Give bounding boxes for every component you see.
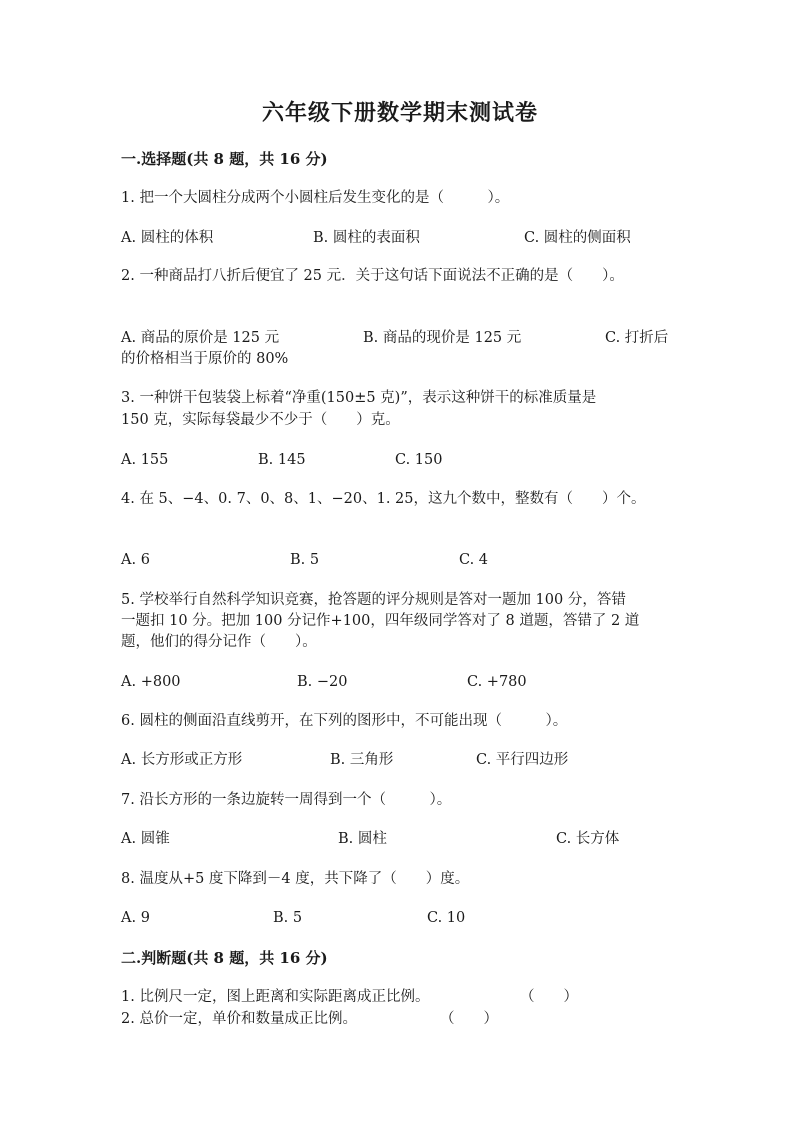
- q8-option-b: B. 5: [273, 910, 303, 926]
- q7-option-a: A. 圆锥: [121, 831, 170, 847]
- question-5-line-3: 题，他们的得分记作（ ）。: [121, 634, 317, 650]
- judgment-item-1-blank: （ ）: [520, 989, 578, 1005]
- judgment-item-1: 1. 比例尺一定，图上距离和实际距离成正比例。: [121, 989, 430, 1005]
- q1-option-b: B. 圆柱的表面积: [313, 230, 420, 246]
- q4-option-b: B. 5: [290, 552, 320, 568]
- q3-option-b: B. 145: [258, 452, 306, 468]
- section-header-judgment: 二.判断题(共 8 题，共 16 分): [121, 949, 328, 967]
- question-7: 7. 沿长方形的一条边旋转一周得到一个（ ）。: [121, 792, 452, 808]
- q8-option-c: C. 10: [427, 910, 466, 926]
- question-4: 4. 在 5、−4、0. 7、0、8、1、−20、1. 25，这九个数中，整数有（ ）个。: [121, 491, 646, 507]
- q2-option-c-continued: 的价格相当于原价的 80%: [121, 351, 289, 367]
- question-6: 6. 圆柱的侧面沿直线剪开，在下列的图形中，不可能出现（ ）。: [121, 713, 568, 729]
- q6-option-c: C. 平行四边形: [476, 752, 569, 768]
- q1-option-a: A. 圆柱的体积: [121, 230, 214, 246]
- q8-option-a: A. 9: [121, 910, 150, 926]
- judgment-item-2-blank: （ ）: [440, 1011, 498, 1027]
- q7-option-b: B. 圆柱: [338, 831, 387, 847]
- question-5-line-1: 5. 学校举行自然科学知识竞赛，抢答题的评分规则是答对一题加 100 分，答错: [121, 592, 626, 608]
- q7-option-c: C. 长方体: [556, 831, 620, 847]
- q4-option-c: C. 4: [459, 552, 489, 568]
- q2-option-b: B. 商品的现价是 125 元: [363, 330, 522, 346]
- q5-option-a: A. +800: [121, 674, 181, 690]
- question-1: 1. 把一个大圆柱分成两个小圆柱后发生变化的是（ ）。: [121, 190, 510, 206]
- q3-option-a: A. 155: [121, 452, 169, 468]
- section-header-choice: 一.选择题(共 8 题，共 16 分): [121, 150, 328, 168]
- question-8: 8. 温度从+5 度下降到－4 度，共下降了（ ）度。: [121, 871, 470, 887]
- q6-option-a: A. 长方形或正方形: [121, 752, 243, 768]
- q4-option-a: A. 6: [121, 552, 150, 568]
- q5-option-b: B. −20: [297, 674, 348, 690]
- q2-option-c: C. 打折后: [605, 330, 669, 346]
- question-2: 2. 一种商品打八折后便宜了 25 元．关于这句话下面说法不正确的是（ ）。: [121, 268, 624, 284]
- q5-option-c: C. +780: [467, 674, 527, 690]
- q3-option-c: C. 150: [395, 452, 443, 468]
- judgment-item-2: 2. 总价一定，单价和数量成正比例。: [121, 1011, 357, 1027]
- question-3-line-2: 150 克，实际每袋最少不少于（ ）克。: [121, 412, 400, 428]
- q1-option-c: C. 圆柱的侧面积: [524, 230, 631, 246]
- question-3-line-1: 3. 一种饼干包装袋上标着“净重(150±5 克)”，表示这种饼干的标准质量是: [121, 390, 597, 406]
- q2-option-a: A. 商品的原价是 125 元: [121, 330, 280, 346]
- question-5-line-2: 一题扣 10 分。把加 100 分记作+100，四年级同学答对了 8 道题，答错了 2 道: [121, 613, 640, 629]
- q6-option-b: B. 三角形: [330, 752, 394, 768]
- page-title: 六年级下册数学期末测试卷: [261, 100, 538, 126]
